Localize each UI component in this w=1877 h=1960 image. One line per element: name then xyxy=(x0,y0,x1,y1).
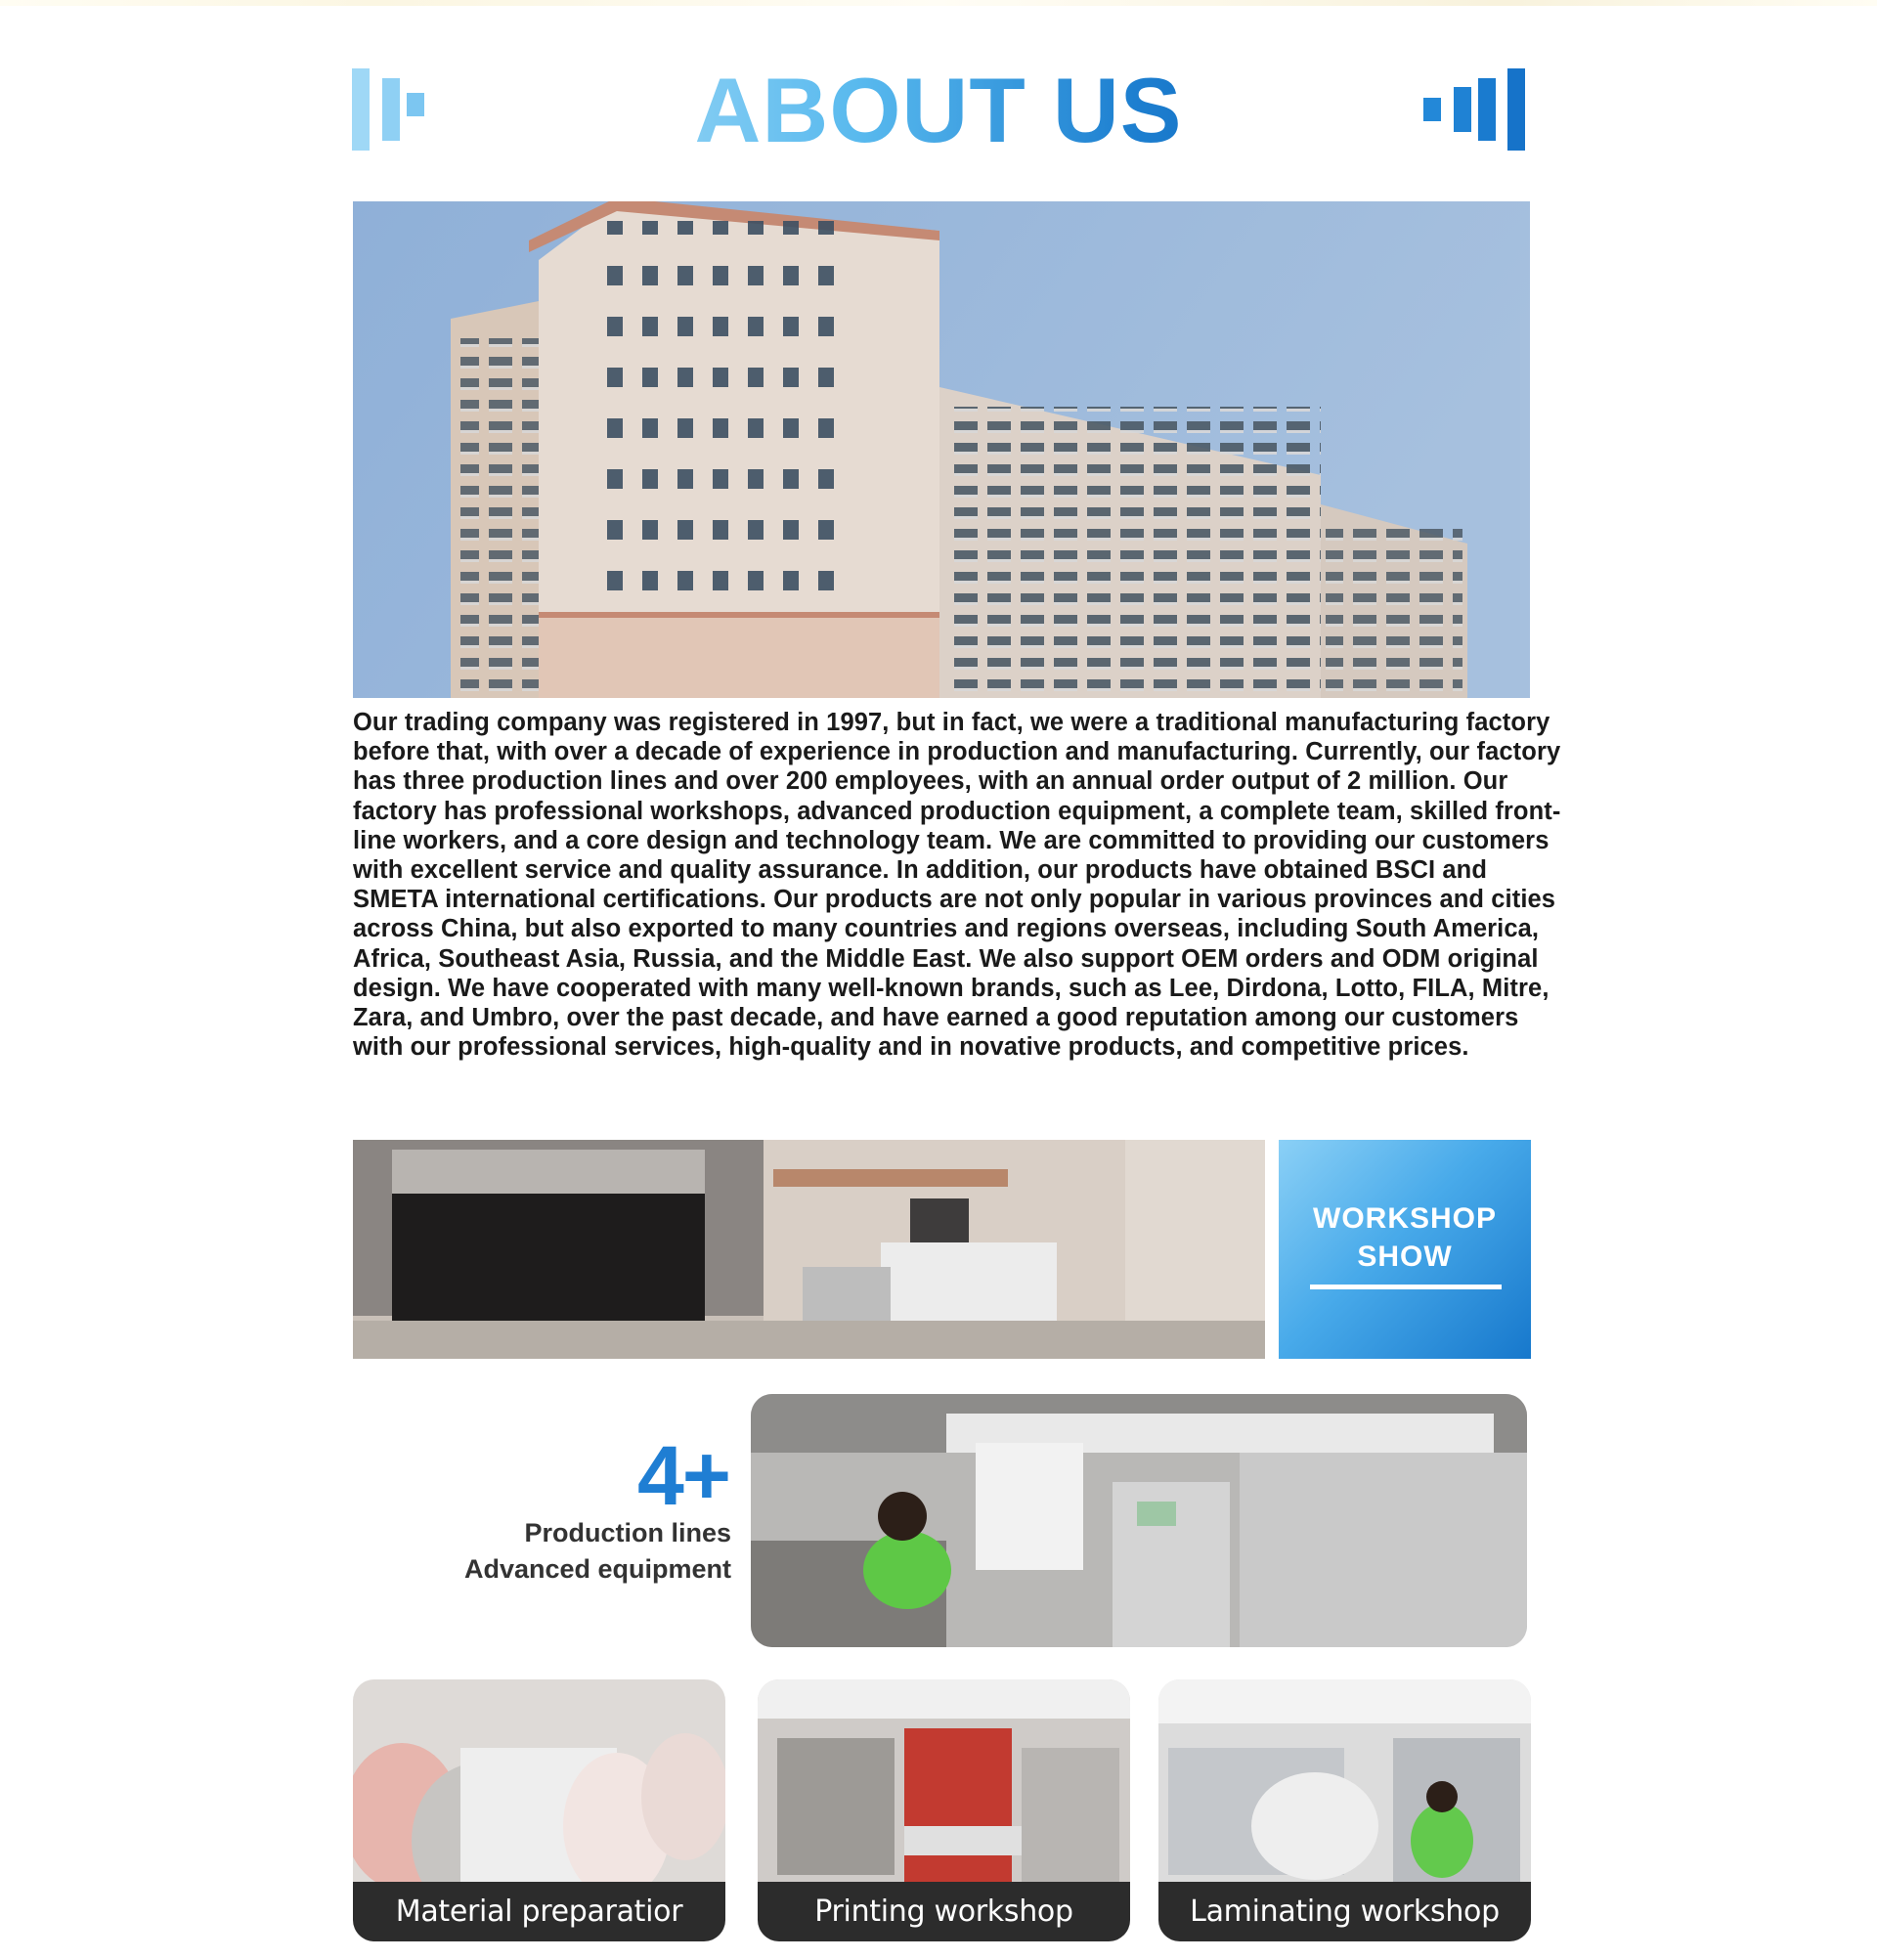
laminating-workshop-caption: Laminating workshop xyxy=(1158,1882,1531,1941)
workshop-show-banner xyxy=(1279,1140,1531,1359)
factory-building-image xyxy=(353,201,1530,698)
production-machine-photo xyxy=(751,1394,1527,1647)
workshop-banner-underline xyxy=(1310,1285,1502,1289)
bars-decoration-right-icon xyxy=(1423,68,1531,151)
laminating-workshop-card xyxy=(1158,1679,1531,1941)
page-title: ABOUT US xyxy=(547,57,1330,164)
printing-workshop-caption: Printing workshop xyxy=(758,1882,1130,1941)
production-lines-count: 4+ xyxy=(636,1429,729,1523)
bars-decoration-left-icon xyxy=(352,68,459,151)
top-decorative-strip xyxy=(0,0,1877,6)
printing-workshop-card xyxy=(758,1679,1130,1941)
factory-entrance-photo xyxy=(353,1140,1265,1359)
material-preparation-caption: Material preparatior xyxy=(353,1882,725,1941)
production-machine-image xyxy=(751,1394,1527,1647)
advanced-equipment-label: Advanced equipment xyxy=(463,1554,731,1584)
factory-building-photo xyxy=(353,201,1530,698)
about-paragraph: Our trading company was registered in 1997, but in fact, we were a traditional manufacturing factory before that, with over a decade of experience in production and manufacturing. Currently, our factory has three production lines and over 200 employees, with an annual order output of 2 million. Our factory has professional workshops, advanced production equipment, a complete team, skilled front-line workers, and a core design and technology team. We are committed to providing our customers with excellent service and quality assurance. In addition, our products have obtained BSCI and SMETA international certifications. Our products are not only popular in various provinces and cities across China, but also exported to many countries and regions overseas, including South America, Africa, Southeast Asia, Russia, and the Middle East. We also support OEM orders and ODM original design. We have cooperated with many well-known brands, such as Lee, Dirdona, Lotto, FILA, Mitre, Zara, and Umbro, over the past decade, and have earned a good reputation among our customers with our professional services, high-quality and in novative products, and competitive prices. xyxy=(353,709,1561,1062)
workshop-banner-line1: WORKSHOP xyxy=(1313,1202,1497,1235)
material-preparation-card xyxy=(353,1679,725,1941)
production-lines-label: Production lines xyxy=(524,1518,731,1547)
workshop-banner-line2: SHOW xyxy=(1357,1241,1453,1273)
factory-entrance-image xyxy=(353,1140,1265,1359)
